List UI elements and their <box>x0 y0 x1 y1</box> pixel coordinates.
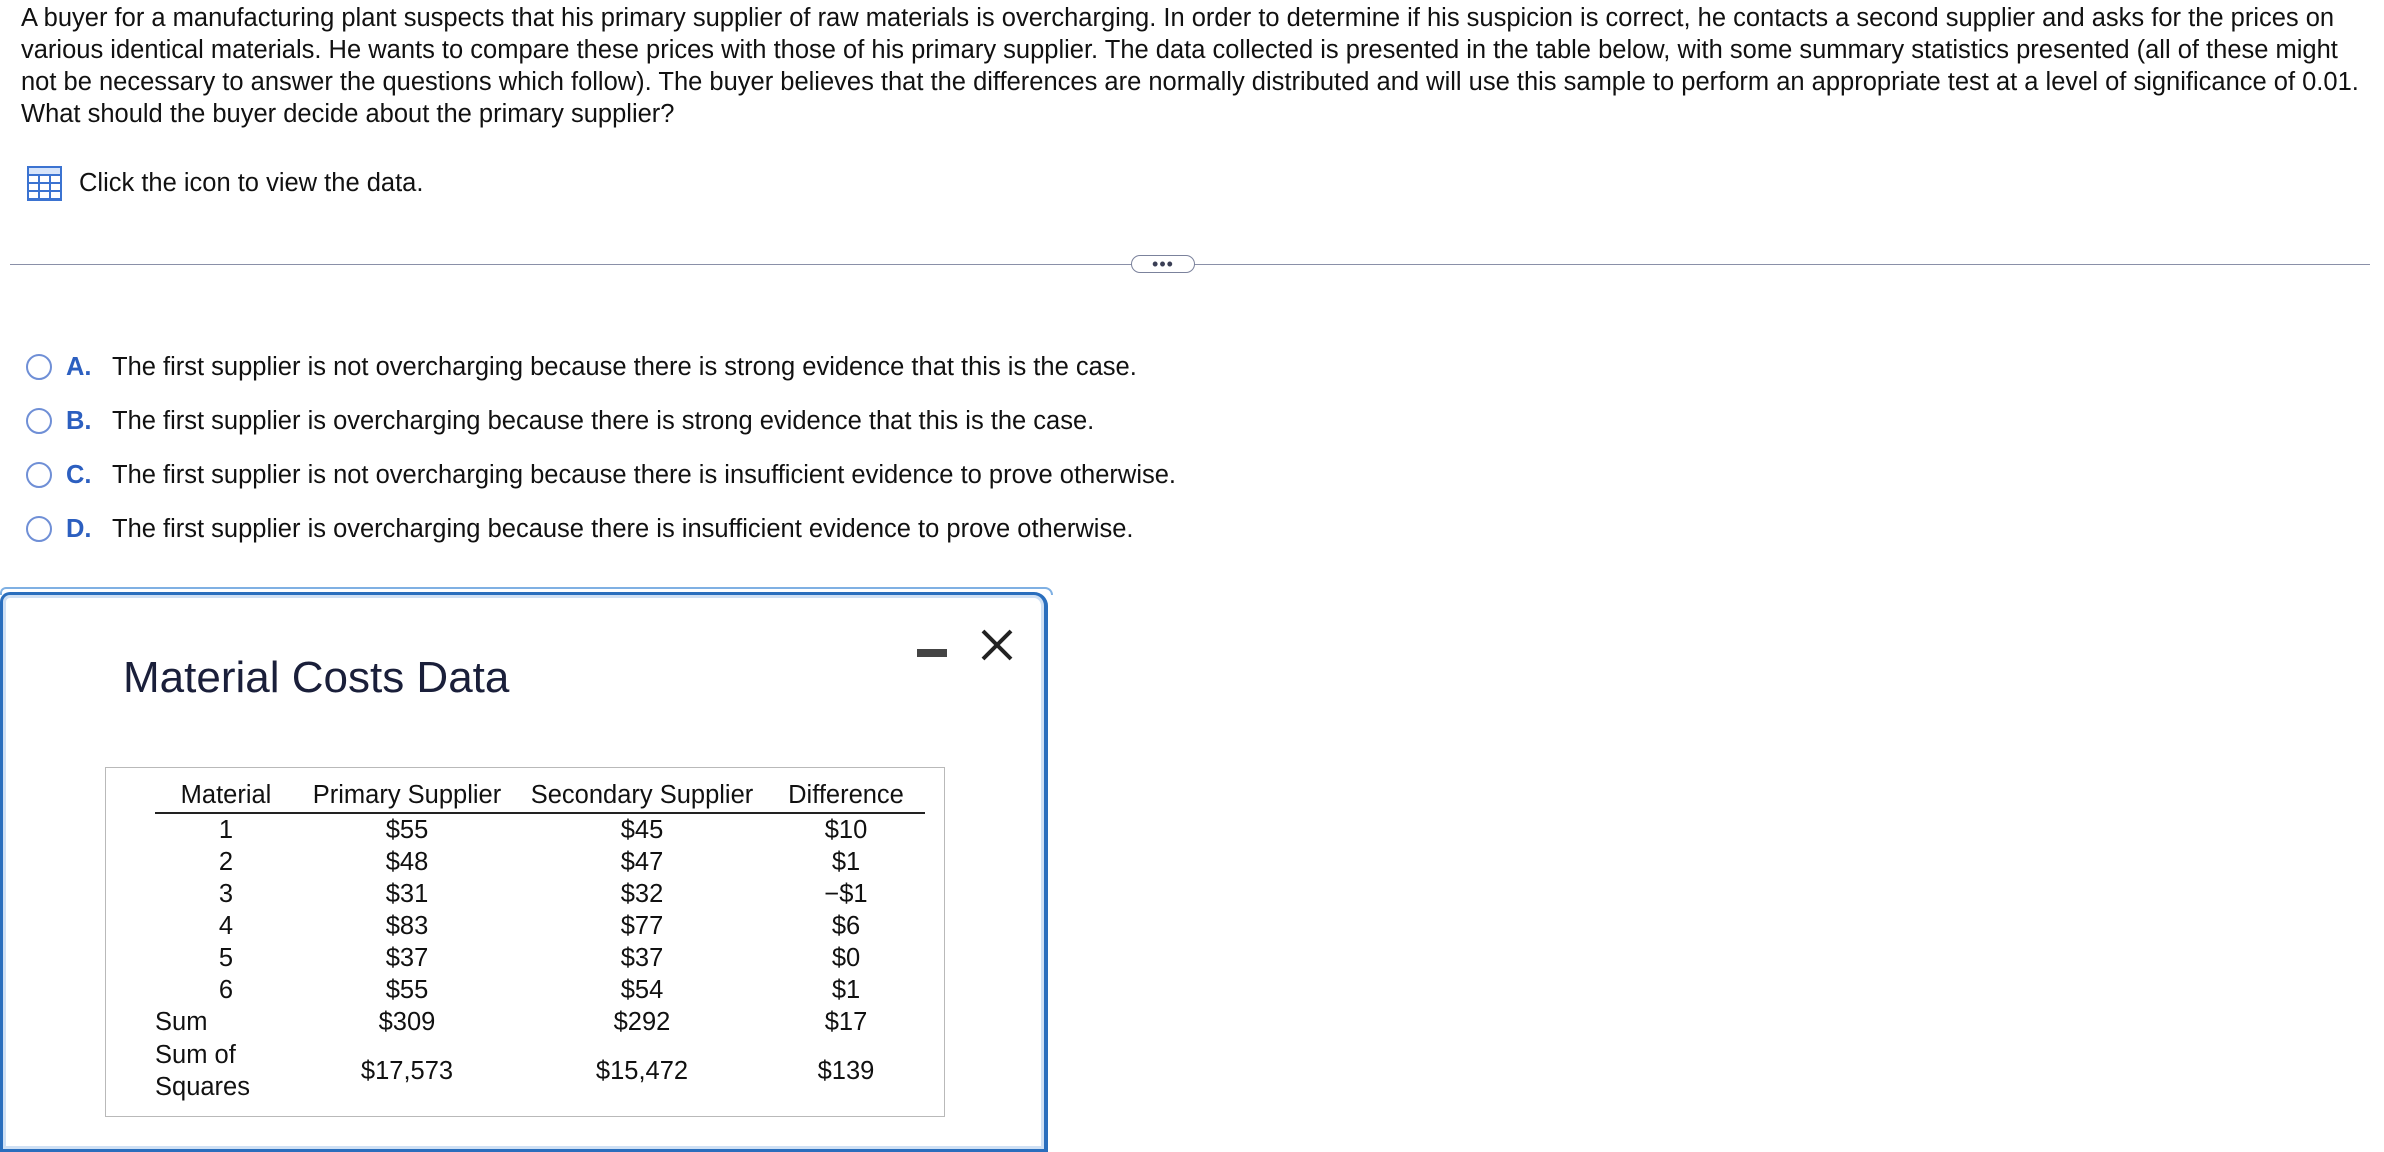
table-row <box>155 910 925 942</box>
radio-d[interactable] <box>26 516 52 542</box>
popup-title: Material Costs Data <box>123 653 510 702</box>
header-material: Material <box>155 778 297 813</box>
cell: $1 <box>831 976 861 1004</box>
sum-label: Sum <box>155 1008 208 1036</box>
cell: 5 <box>218 944 234 972</box>
cell: $292 <box>613 1008 671 1036</box>
radio-b[interactable] <box>26 408 52 434</box>
cell: $6 <box>831 912 861 940</box>
sum-squares-row <box>155 1038 925 1104</box>
cell: $55 <box>385 976 429 1004</box>
cell: $32 <box>620 880 664 908</box>
sum-squares-label-line2: Squares <box>155 1073 250 1101</box>
radio-a[interactable] <box>26 354 52 380</box>
table-header-row <box>155 778 925 813</box>
cell: $45 <box>620 816 664 844</box>
header-primary: Primary Supplier <box>297 778 517 813</box>
table-row <box>155 813 925 846</box>
table-row <box>155 974 925 1006</box>
sum-squares-label <box>155 1038 297 1104</box>
header-secondary: Secondary Supplier <box>517 778 767 813</box>
option-a[interactable] <box>26 340 1176 394</box>
view-data-link[interactable] <box>26 164 423 202</box>
cell: $47 <box>620 848 664 876</box>
option-c[interactable] <box>26 448 1176 502</box>
sum-squares-label-line1: Sum of <box>155 1041 236 1069</box>
table-row <box>155 942 925 974</box>
data-table-box <box>105 767 945 1117</box>
table-grid-icon[interactable] <box>26 165 63 202</box>
header-difference: Difference <box>767 778 925 813</box>
cell: $31 <box>385 880 429 908</box>
cell: $139 <box>817 1057 875 1085</box>
material-costs-table <box>155 778 925 1104</box>
cell: 1 <box>218 816 234 844</box>
sum-row <box>155 1006 925 1038</box>
cell: 2 <box>218 848 234 876</box>
cell: −$1 <box>824 880 868 908</box>
option-c-text[interactable]: The first supplier is not overcharging because there is insufficient evidence to prove otherwise. <box>112 460 1177 489</box>
cell: $15,472 <box>595 1057 689 1085</box>
cell: 3 <box>218 880 234 908</box>
option-a-letter: A. <box>66 352 92 381</box>
cell: $10 <box>824 816 868 844</box>
cell: 4 <box>218 912 234 940</box>
cell: $0 <box>831 944 861 972</box>
view-data-label[interactable]: Click the icon to view the data. <box>79 168 424 197</box>
cell: $83 <box>385 912 429 940</box>
radio-c[interactable] <box>26 462 52 488</box>
minimize-icon[interactable] <box>917 649 947 657</box>
option-b[interactable] <box>26 394 1176 448</box>
table-row <box>155 846 925 878</box>
option-d-text[interactable]: The first supplier is overcharging because there is insufficient evidence to prove otherwise. <box>112 514 1134 543</box>
option-c-letter: C. <box>66 460 92 489</box>
cell: $54 <box>620 976 664 1004</box>
option-b-letter: B. <box>66 406 92 435</box>
option-d[interactable] <box>26 502 1176 556</box>
cell: $17,573 <box>360 1057 454 1085</box>
option-b-text[interactable]: The first supplier is overcharging because there is strong evidence that this is the case. <box>112 406 1095 435</box>
cell: $48 <box>385 848 429 876</box>
option-d-letter: D. <box>66 514 92 543</box>
question-text: A buyer for a manufacturing plant suspects that his primary supplier of raw materials is overcharging. In order to determine if his suspicion is correct, he contacts a second supplier and asks for the prices on various identical materials. He wants to compare these prices with those of his primary supplier. The data collected is presented in the table below, with some summary statistics presented (all of these might not be necessary to answer the questions which follow). The buyer believes that the differences are normally distributed and will use this sample to perform an appropriate test at a level of significance of 0.01. What should the buyer decide about the primary supplier? <box>21 4 2359 128</box>
expand-more-button[interactable]: ••• <box>1131 255 1195 273</box>
table-row <box>155 878 925 910</box>
answer-options <box>26 340 1176 556</box>
cell: $17 <box>824 1008 868 1036</box>
cell: $77 <box>620 912 664 940</box>
cell: $309 <box>378 1008 436 1036</box>
cell: $1 <box>831 848 861 876</box>
cell: $37 <box>385 944 429 972</box>
close-icon[interactable] <box>977 625 1017 665</box>
data-popup-window[interactable] <box>0 592 1048 1152</box>
cell: $55 <box>385 816 429 844</box>
cell: 6 <box>218 976 234 1004</box>
option-a-text[interactable]: The first supplier is not overcharging because there is strong evidence that this is the case. <box>112 352 1137 381</box>
cell: $37 <box>620 944 664 972</box>
